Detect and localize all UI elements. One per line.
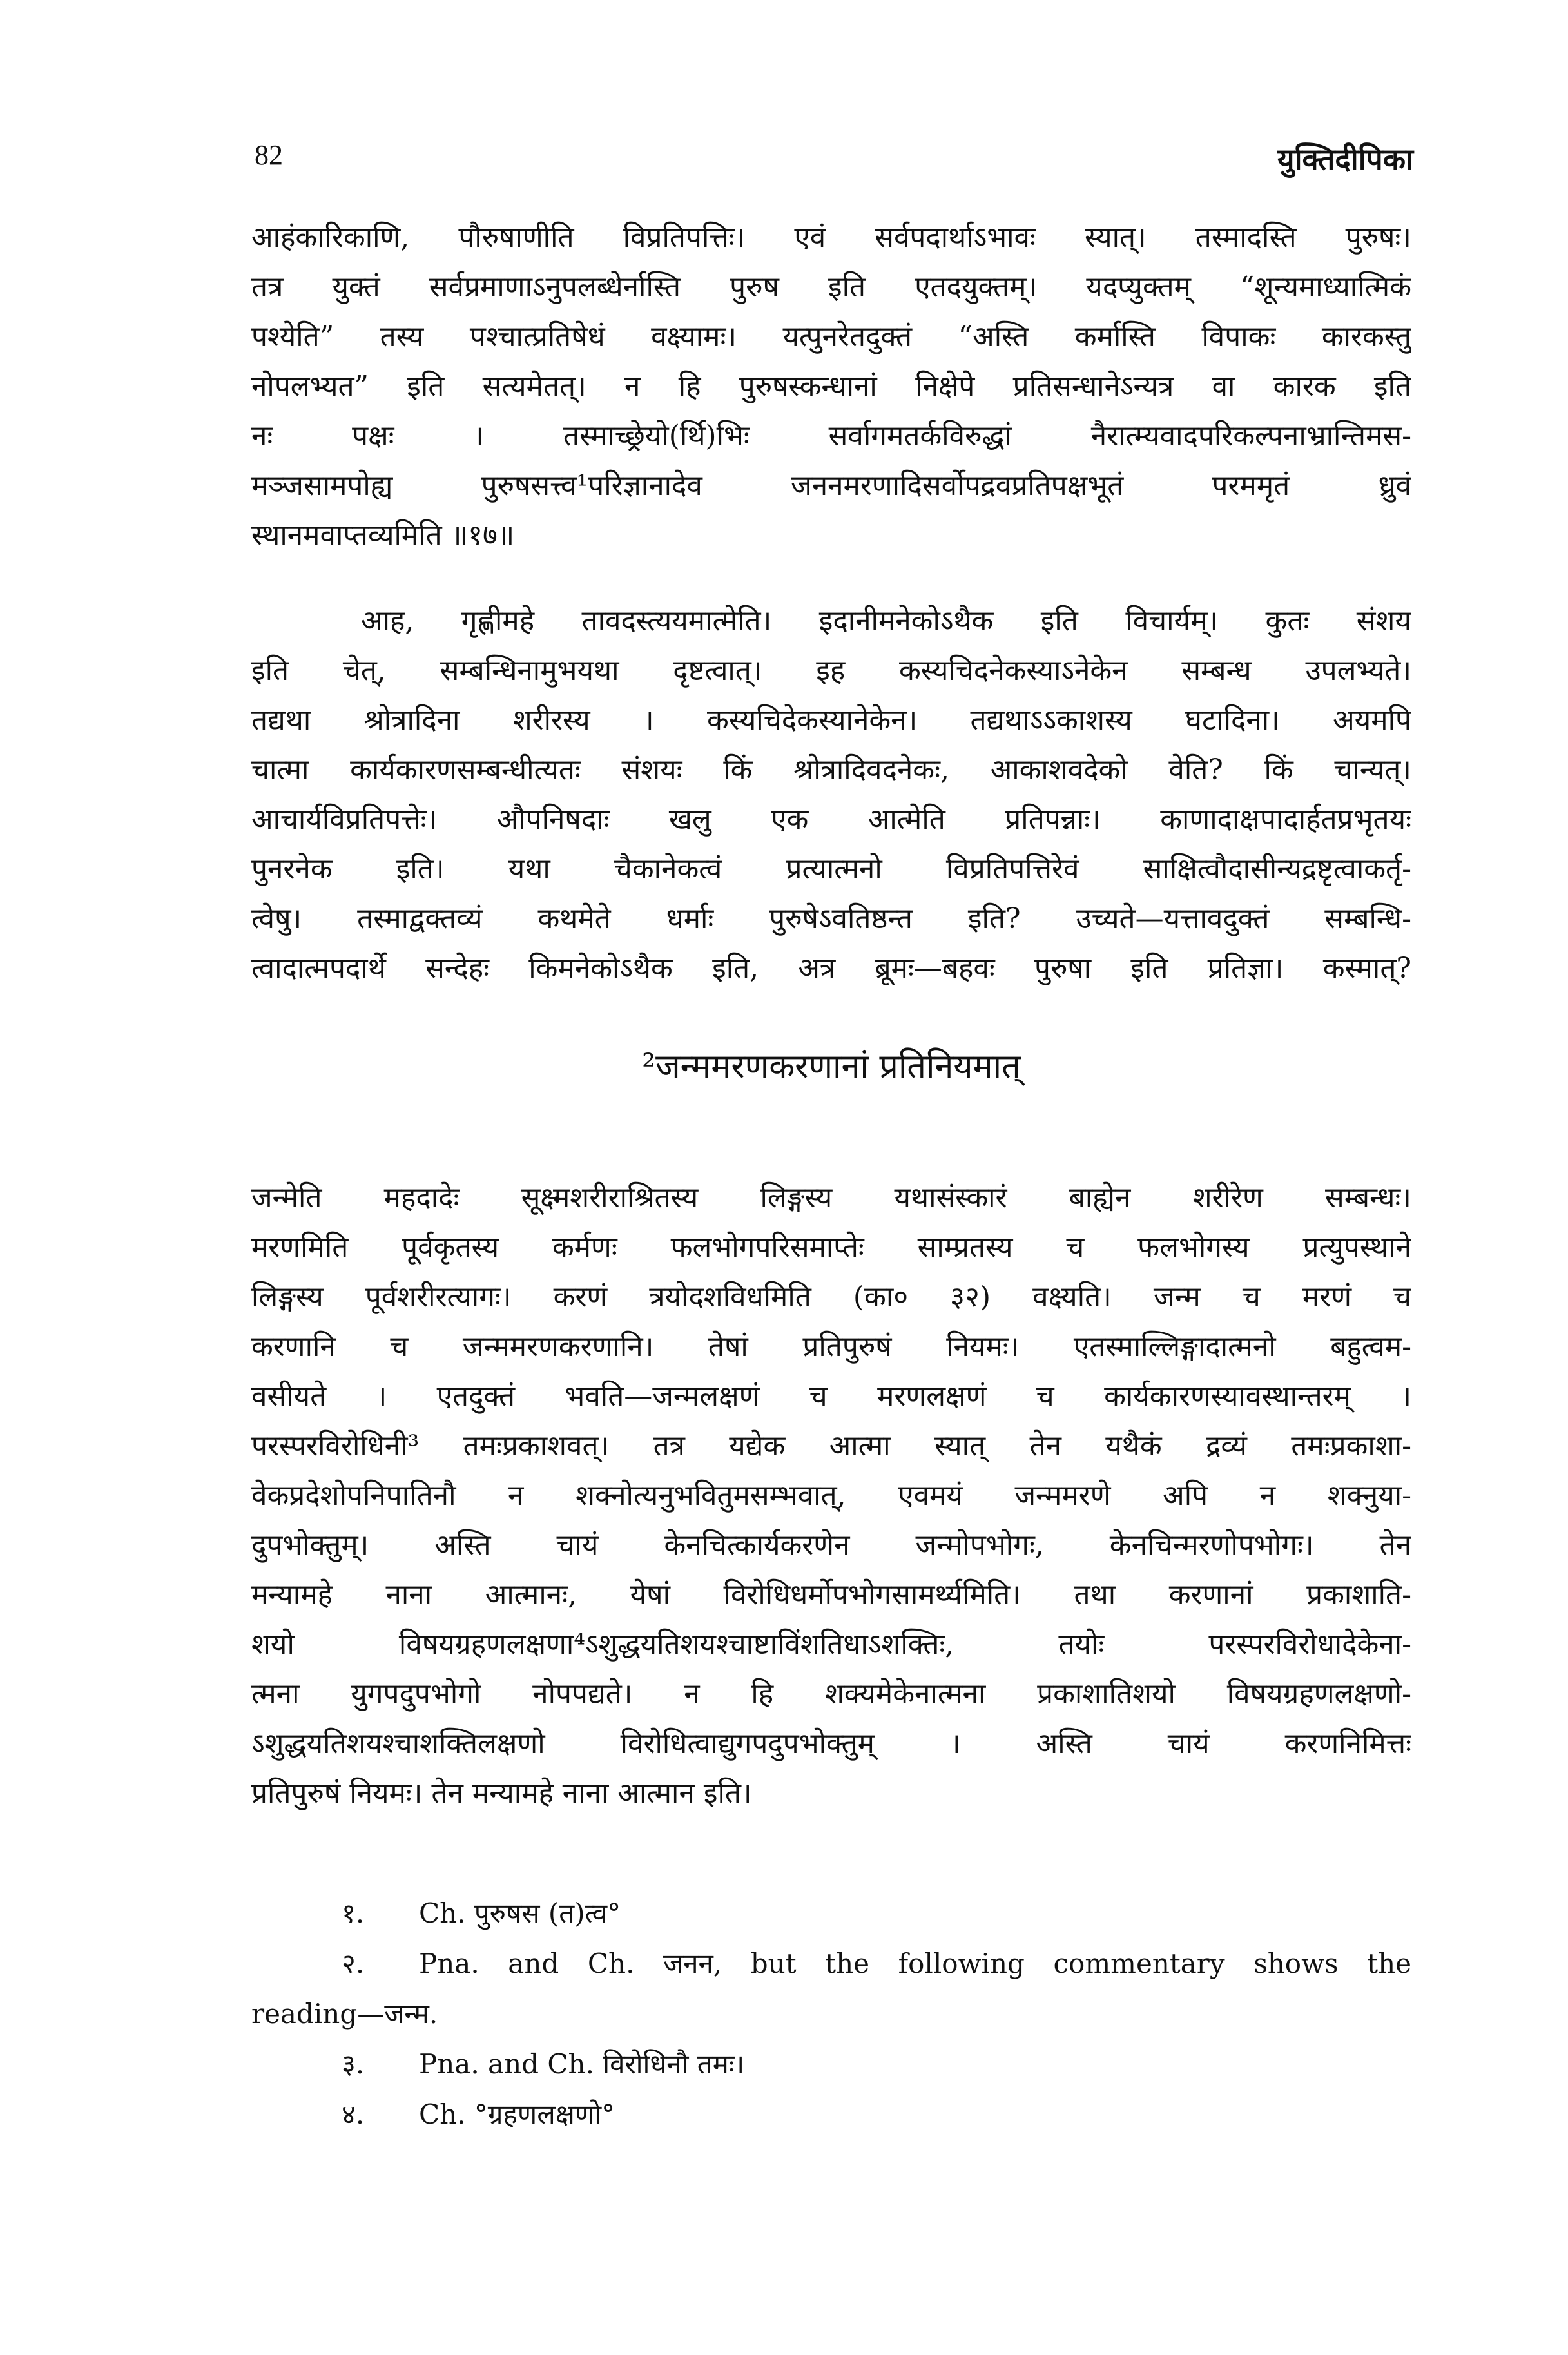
text-line: इति चेत्, सम्बन्धिनामुभयथा दृष्टत्वात्। इह कस्यचिदनेकस्याऽनेकेन सम्बन्ध उपलभ्यते। [251,654,1411,687]
running-title: युक्तिदीपिका [1277,142,1413,177]
footnote-text: Ch. पुरुषस (त)त्व° [419,1897,621,1929]
text-line: त्मना युगपदुपभोगो नोपपद्यते। न हि शक्यमेकेनात्मना प्रकाशातिशयो विषयग्रहणलक्षणो- [251,1678,1411,1711]
text-line: त्वेषु। तस्माद्वक्तव्यं कथमेते धर्माः पुरुषेऽवतिष्ठन्त इति? उच्यते—यत्तावदुक्तं सम्बन्धि- [251,902,1411,935]
text-line: मरणमिति पूर्वकृतस्य कर्मणः फलभोगपरिसमाप्तेः साम्प्रतस्य च फलभोगस्य प्रत्युपस्थाने [251,1231,1411,1264]
footnote [251,1939,1411,1989]
footnote-text: Ch. °ग्रहणलक्षणो° [419,2098,615,2130]
text-line: मन्यामहे नाना आत्मानः, येषां विरोधिधर्मोपभोगसामर्थ्यमिति। तथा करणानां प्रकाशाति- [251,1578,1411,1611]
text-line: आहंकारिकाणि, पौरुषाणीति विप्रतिपत्तिः। एवं सर्वपदार्थाऽभावः स्यात्। तस्मादस्ति पुरुषः। [251,221,1411,254]
text-line: प्रतिपुरुषं नियमः। तेन मन्यामहे नाना आत्मान इति। [251,1777,752,1810]
paragraph-2 [251,596,1411,993]
text-line: शयो विषयग्रहणलक्षणा⁴ऽशुद्धयतिशयश्चाष्टाविंशतिधाऽशक्तिः, तयोः परस्परविरोधादेकेना- [251,1628,1411,1661]
footnote [251,2039,1411,2089]
text-line: त्वादात्मपदार्थे सन्देहः किमनेकोऽथैक इति, अत्र ब्रूमः—बहवः पुरुषा इति प्रतिज्ञा। कस्मात्? [251,952,1411,985]
text-line: तद्यथा श्रोत्रादिना शरीरस्य । कस्यचिदेकस्यानेकेन। तद्यथाऽऽकाशस्य घटादिना। अयमपि [251,704,1411,737]
text-line: परस्परविरोधिनी³ तमःप्रकाशवत्। तत्र यद्येक आत्मा स्यात् तेन यथैकं द्रव्यं तमःप्रकाशा- [251,1429,1411,1462]
text-line: जन्मेति महदादेः सूक्ष्मशरीराश्रितस्य लिङ्गस्य यथासंस्कारं बाह्येन शरीरेण सम्बन्धः। [251,1181,1411,1214]
text-line: मञ्जसामपोह्य पुरुषसत्त्व¹परिज्ञानादेव जननमरणादिसर्वोपद्रवप्रतिपक्षभूतं परममृतं ध्रुवं [251,469,1411,502]
footnote-number: २. [342,1948,365,1979]
text-line: आचार्यविप्रतिपत्तेः। औपनिषदाः खलु एक आत्मेति प्रतिपन्नाः। काणादाक्षपादार्हतप्रभृतयः [251,803,1411,836]
text-line: दुपभोक्तुम्। अस्ति चायं केनचित्कार्यकरणेन जन्मोपभोगः, केनचिन्मरणोपभोगः। तेन [251,1529,1411,1562]
text-line: तत्र युक्तं सर्वप्रमाणाऽनुपलब्धेर्नास्ति पुरुष इति एतदयुक्तम्। यदप्युक्तम् “शून्यमाध्यात्मिकं [251,271,1411,304]
text-line: लिङ्गस्य पूर्वशरीरत्यागः। करणं त्रयोदशविधमिति (का० ३२) वक्ष्यति। जन्म च मरणं च [251,1281,1411,1313]
text-line: नः पक्षः । तस्माच्छ्रेयो(र्थि)भिः सर्वागमतर्कविरुद्धां नैरात्म्यवादपरिकल्पनाभ्रान्तिमस- [251,420,1411,452]
text-line: आह, गृह्णीमहे तावदस्त्ययमात्मेति। इदानीमनेकोऽथैक इति विचार्यम्। कुतः संशय [361,605,1411,637]
footnotes [251,1888,1411,2140]
footnote-continuation: reading—जन्म. [251,1998,438,2030]
text-line: करणानि च जन्ममरणकरणानि। तेषां प्रतिपुरुषं नियमः। एतस्माल्लिङ्गादात्मनो बहुत्वम- [251,1330,1411,1363]
paragraph-3 [251,1173,1411,1818]
paragraph-1 [251,213,1411,560]
text-line: ऽशुद्धयतिशयश्चाशक्तिलक्षणो विरोधित्वाद्युगपदुपभोक्तुम् । अस्ति चायं करणनिमित्तः [251,1727,1411,1760]
footnote-number: ३. [342,2048,365,2080]
footnote-text: Pna. and Ch. जनन, but the following commentary shows the [419,1948,1411,1979]
text-line: वसीयते । एतदुक्तं भवति—जन्मलक्षणं च मरणलक्षणं च कार्यकारणस्यावस्थान्तरम् । [251,1380,1411,1413]
footnote-number: ४. [342,2098,365,2130]
footnote [251,2089,1411,2140]
text-line: पश्येति” तस्य पश्चात्प्रतिषेधं वक्ष्यामः। यत्पुनरेतदुक्तं “अस्ति कर्मास्ति विपाकः कारकस्तु [251,320,1411,353]
text-line: वेकप्रदेशोपनिपातिनौ न शक्नोत्यनुभवितुमसम्भवात्, एवमयं जन्ममरणे अपि न शक्नुया- [251,1479,1411,1512]
text-line: स्थानमवाप्तव्यमिति ॥१७॥ [251,519,515,552]
text-line: चात्मा कार्यकारणसम्बन्धीत्यतः संशयः किं श्रोत्रादिवदनेकः, आकाशवदेको वेति? किं चान्यत्। [251,753,1411,786]
footnote-text: Pna. and Ch. विरोधिनौ तमः। [419,2048,745,2080]
page-number: 82 [255,139,283,171]
footnote-number: १. [342,1897,365,1929]
text-line: नोपलभ्यत” इति सत्यमेतत्। न हि पुरुषस्कन्धानां निक्षेपे प्रतिसन्धानेऽन्यत्र वा कारक इति [251,370,1411,403]
text-line: पुनरनेक इति। यथा चैकानेकत्वं प्रत्यात्मनो विप्रतिपत्तिरेवं साक्षित्वौदासीन्यद्रष्टृत्वाकर्तृ- [251,853,1411,886]
karika-heading: ²जन्ममरणकरणानां प्रतिनियमात् [642,1047,1021,1086]
footnote [251,1888,1411,1939]
